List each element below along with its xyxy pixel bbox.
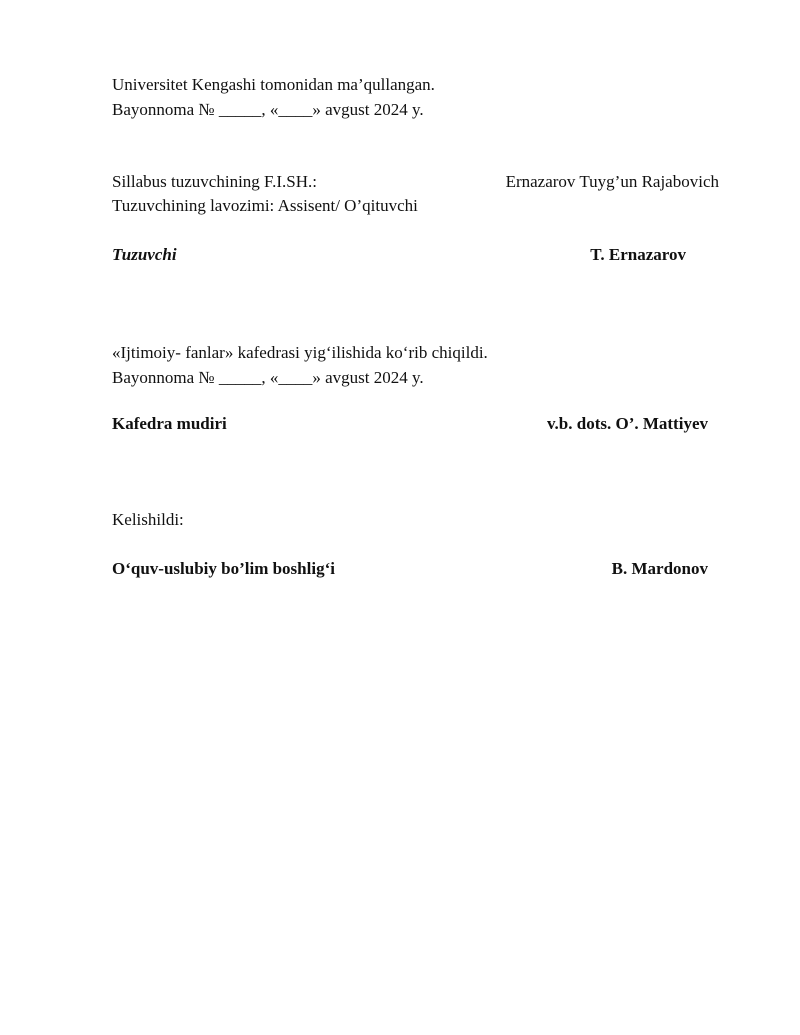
author-name-label: Sillabus tuzuvchining F.I.SH.: [112,172,318,191]
department-head-name: v.b. dots. O’. Mattiyev [546,414,708,433]
methodology-dept-name: B. Mardonov [611,559,708,578]
council-approval-text: Universitet Kengashi tomonidan ma’qullangan. [112,75,435,94]
department-head-label: Kafedra mudiri [112,414,227,433]
author-sign-name: T. Ernazarov [590,245,686,264]
agreement-label: Kelishildi: [112,510,184,529]
author-sign-label: Tuzuvchi [112,245,177,264]
author-name-value: Ernazarov Tuyg’un Rajabovich [505,172,719,191]
department-review-text: «Ijtimoiy- fanlar» kafedrasi yig‘ilishida ko‘rib chiqildi. [112,343,488,362]
department-protocol-line: Bayonnoma № _____, «____» avgust 2024 y. [112,368,424,387]
methodology-dept-label: O‘quv-uslubiy bo’lim boshlig‘i [112,559,335,578]
council-protocol-line: Bayonnoma № _____, «____» avgust 2024 y. [112,100,424,119]
author-position: Tuzuvchining lavozimi: Assisent/ O’qituvchi [112,196,418,215]
